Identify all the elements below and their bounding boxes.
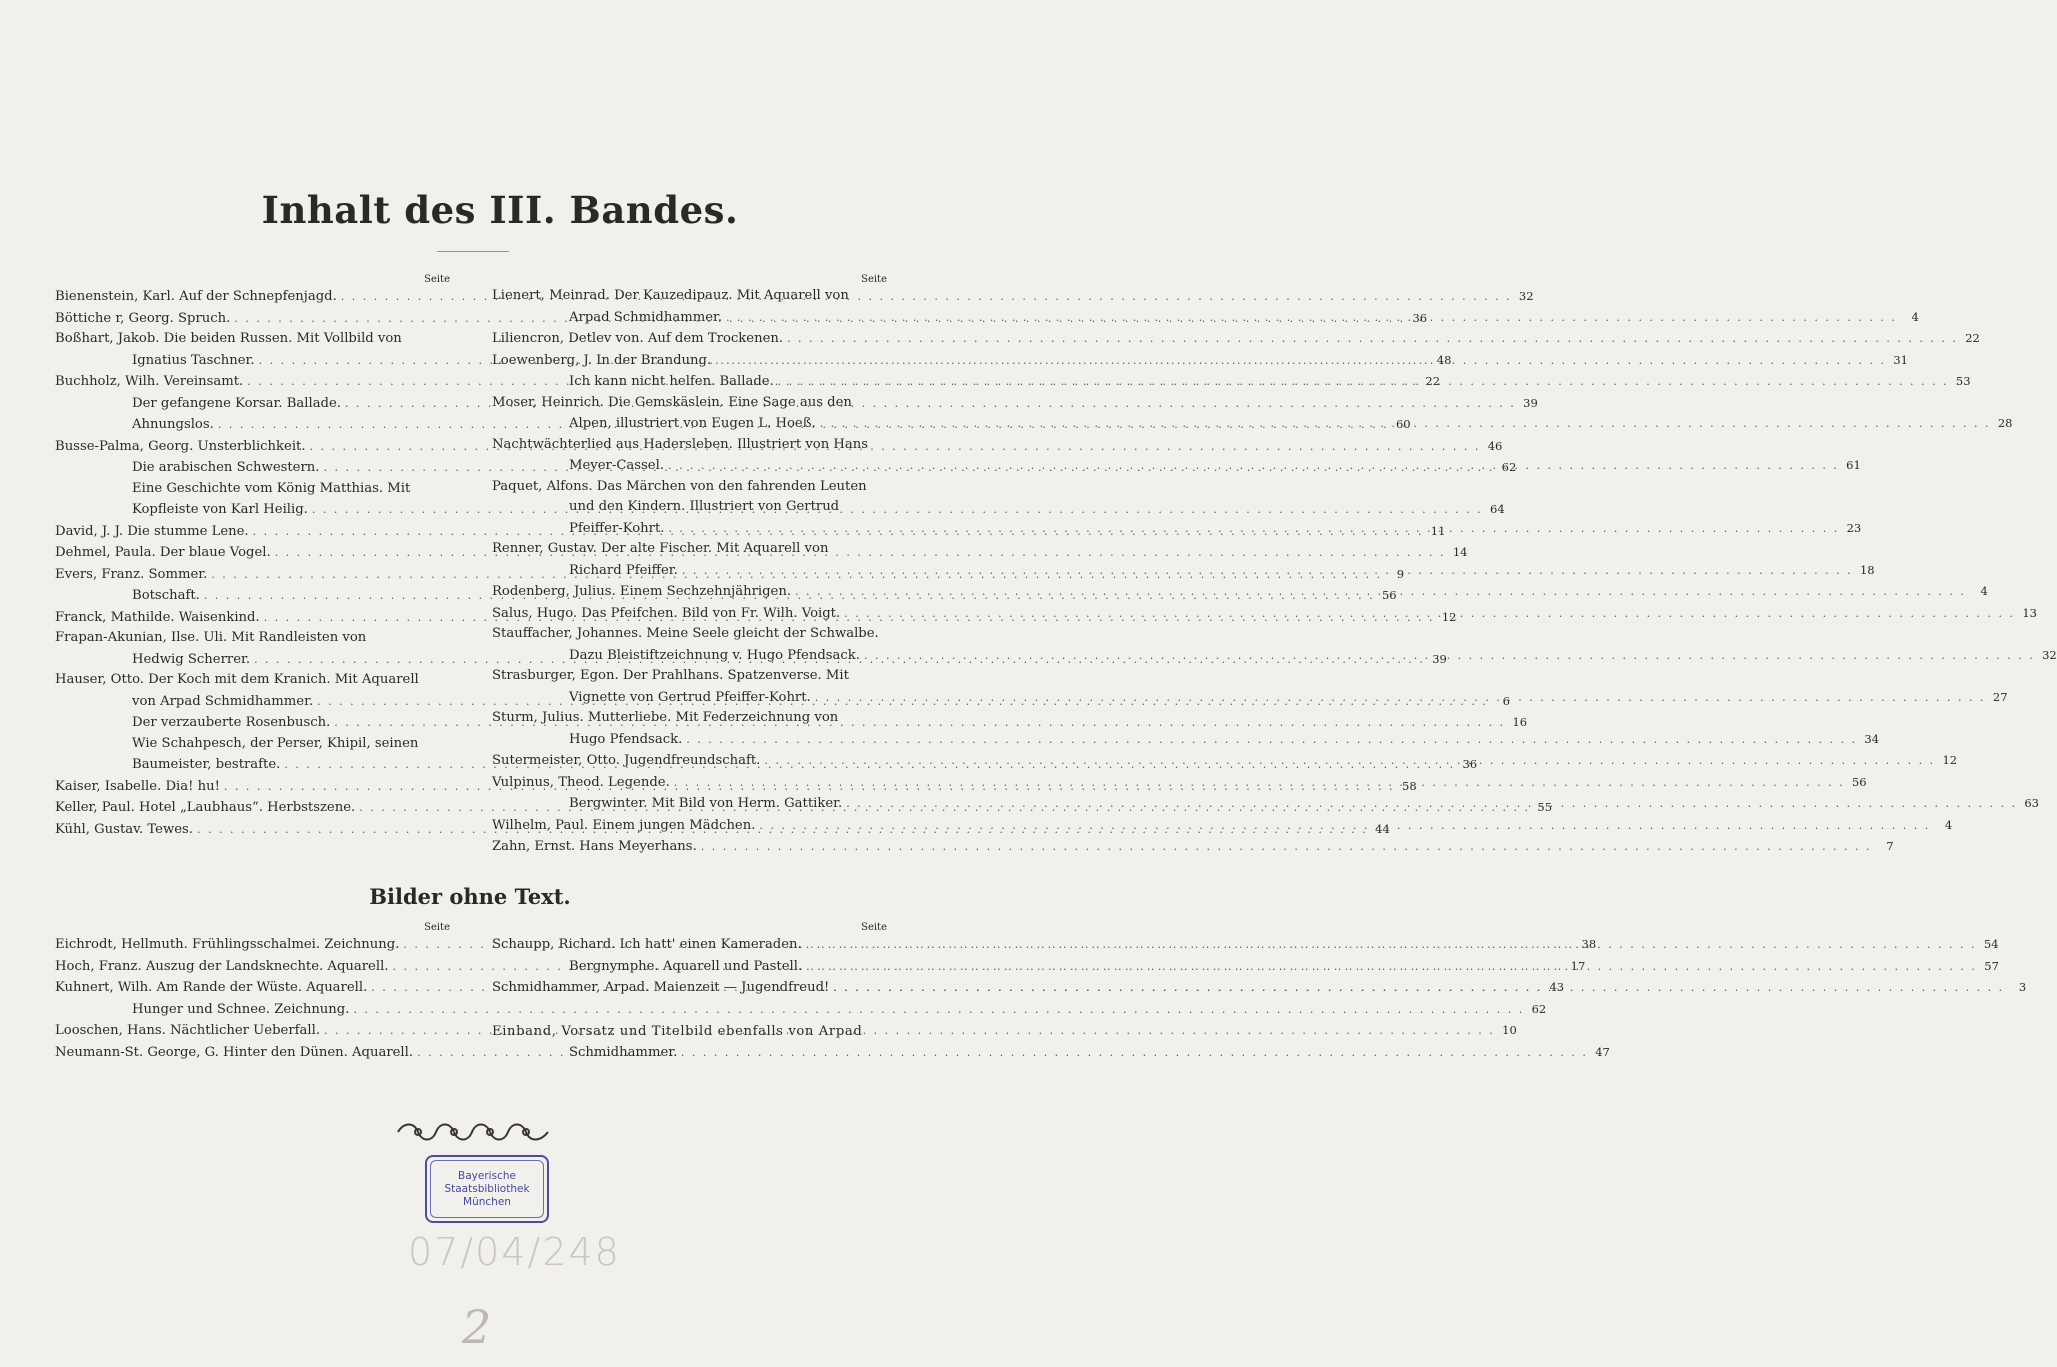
page-number: 44 — [1375, 821, 1390, 836]
page-number: 22 — [1965, 331, 1980, 345]
page-number: 38 — [1581, 937, 1597, 951]
toc-entry — [55, 479, 450, 500]
section-heading-bilder: Bilder ohne Text. — [369, 884, 571, 909]
entry-text: Meyer-Cassel. — [569, 458, 665, 473]
entry-text: Looschen, Hans. Nächtlicher Ueberfall. — [55, 1023, 321, 1038]
entry-text: Ahnungslos. — [132, 417, 214, 432]
entry-text: Sutermeister, Otto. Jugendfreundschaft. — [492, 753, 761, 768]
stamp-line: München — [463, 1195, 511, 1208]
leader-dots — [844, 604, 2015, 625]
title-divider — [437, 251, 509, 252]
leader-dots — [726, 308, 1897, 329]
page-number: 39 — [1432, 651, 1447, 666]
entry-text: Bergnymphe. Aquarell und Pastell. — [569, 958, 803, 974]
page-number: 14 — [1452, 545, 1468, 559]
library-stamp — [425, 1155, 549, 1223]
page-number: 55 — [1537, 800, 1553, 814]
leader-dots — [353, 1000, 1524, 1021]
entry-text: von Arpad Schmidhammer. — [132, 693, 314, 709]
entry-text: Busse-Palma, Georg. Unsterblichkeit. — [55, 438, 306, 454]
seite-label: Seite — [424, 274, 450, 285]
toc-entry — [492, 435, 887, 456]
toc-entry — [492, 477, 887, 498]
entry-text: Baumeister, bestrafte. — [132, 757, 281, 772]
page-number: 32 — [2042, 647, 2057, 662]
page-number: 27 — [1992, 689, 2008, 704]
page-number: 32 — [1518, 289, 1534, 303]
toc-entry — [55, 734, 450, 755]
seite-label: Seite — [861, 274, 887, 285]
entry-text: Hoch, Franz. Auszug der Landsknechte. Aquarell. — [55, 958, 389, 974]
entry-text: Wie Schahpesch, der Perser, Khipil, seinen — [132, 735, 419, 751]
toc-entry — [492, 729, 1880, 751]
page-number: 58 — [1402, 778, 1417, 793]
leader-dots — [787, 329, 1958, 350]
page-number: 22 — [1425, 374, 1441, 388]
entry-text: Buchholz, Wilh. Vereinsamt. — [55, 374, 244, 389]
leader-dots — [820, 414, 1991, 435]
ornament-icon — [394, 1120, 554, 1144]
entry-text: Eichrodt, Hellmuth. Frühlingsschalmei. Zeichnung. — [55, 937, 400, 952]
toc-entry — [492, 539, 887, 560]
entry-text: Hunger und Schnee. Zeichnung. — [132, 1001, 350, 1017]
entry-text: Hauser, Otto. Der Koch mit dem Kranich. Mit Aquarell — [55, 672, 419, 687]
entry-text: Dazu Bleistiftzeichnung v. Hugo Pfendsack. — [569, 647, 860, 663]
page-number: 13 — [2022, 605, 2037, 620]
page-number: 56 — [1851, 774, 1867, 789]
leader-dots — [759, 816, 1930, 837]
page-number: 10 — [1502, 1023, 1517, 1037]
toc-entry — [55, 628, 450, 649]
leader-dots — [864, 646, 2035, 667]
page-number: 43 — [1549, 980, 1565, 994]
toc-entry — [492, 560, 1875, 582]
leader-dots — [806, 935, 1977, 956]
toc-entry — [492, 687, 2008, 709]
page-number: 23 — [1846, 520, 1862, 535]
toc-entry — [55, 999, 1547, 1021]
leader-dots — [686, 730, 1857, 751]
entry-text: Eine Geschichte vom König Matthias. Mit — [132, 480, 411, 496]
leader-dots — [806, 957, 1977, 978]
leader-dots — [674, 773, 1845, 794]
entry-text: Schaupp, Richard. Ich hatt' einen Kameraden. — [492, 937, 802, 952]
entry-text: Der verzauberte Rosenbusch. — [132, 715, 331, 730]
toc-entry — [492, 497, 887, 518]
page-number: 7 — [1886, 839, 1894, 853]
page-number: 60 — [1395, 417, 1411, 431]
entry-text: Loewenberg, J. In der Brandung. — [492, 352, 712, 368]
entry-text: Ich kann nicht helfen. Ballade. — [569, 374, 774, 389]
toc-entry — [55, 329, 450, 350]
entry-text: Richard Pfeiffer. — [569, 562, 678, 578]
page-title: Inhalt des III. Bandes. — [261, 188, 739, 232]
entry-text: Strasburger, Egon. Der Prahlhans. Spatzenverse. Mit — [492, 668, 849, 683]
entry-text: Zahn, Ernst. Hans Meyerhans. — [492, 839, 697, 854]
leader-dots — [846, 794, 2017, 815]
page-number: 62 — [1531, 1001, 1547, 1016]
page-number: 31 — [1893, 352, 1908, 367]
leader-dots — [701, 837, 1872, 858]
toc-entry — [492, 666, 887, 687]
page-number: 47 — [1595, 1044, 1610, 1059]
page-number: 4 — [1980, 584, 1988, 598]
entry-text: Keller, Paul. Hotel „Laubhaus“. Herbstszene. — [55, 800, 356, 815]
page-number: 17 — [1570, 958, 1586, 973]
toc-entry — [492, 393, 887, 414]
page-number: 16 — [1512, 715, 1528, 729]
page-number: 4 — [1944, 817, 1953, 832]
entry-text: David, J. J. Die stumme Lene. — [55, 523, 249, 539]
entry-text: Vignette von Gertrud Pfeiffer-Kohrt. — [569, 689, 811, 705]
leader-dots — [668, 456, 1839, 477]
entry-text: Bienenstein, Karl. Auf der Schnepfenjagd. — [55, 289, 337, 304]
entry-text: Franck, Mathilde. Waisenkind. — [55, 609, 260, 625]
leader-dots — [310, 437, 1481, 458]
toc-entry — [55, 670, 450, 691]
entry-text: Sturm, Julius. Mutterliebe. Mit Federzeichnung von — [492, 710, 839, 725]
entry-text: Kuhnert, Wilh. Am Rande der Wüste. Aquarell. — [55, 980, 368, 995]
page-number: 39 — [1523, 395, 1538, 410]
page-number: 46 — [1487, 438, 1503, 453]
page-number: 28 — [1997, 416, 2013, 430]
leader-dots — [778, 372, 1949, 393]
entry-text: Pfeiffer-Kohrt. — [569, 520, 665, 536]
entry-text: Renner, Gustav. Der alte Fischer. Mit Aquarell von — [492, 541, 829, 556]
stamp-line: Staatsbibliothek — [444, 1182, 530, 1195]
page-number: 9 — [1396, 566, 1405, 581]
leader-dots — [668, 519, 1839, 540]
leader-dots — [833, 978, 2004, 999]
entry-text: Boßhart, Jakob. Die beiden Russen. Mit Vollbild von — [55, 331, 402, 346]
entry-text: Paquet, Alfons. Das Märchen von den fahrenden Leuten — [492, 478, 867, 494]
entry-text: Ignatius Taschner. — [132, 352, 255, 368]
page-number: 54 — [1983, 937, 1999, 951]
entry-text: Liliencron, Detlev von. Auf dem Trockenen. — [492, 331, 784, 346]
entry-text: Frapan-Akunian, Ilse. Uli. Mit Randleisten von — [55, 630, 367, 645]
entry-text: Schmidhammer, Arpad. Maienzeit — Jugendfreud! — [492, 980, 830, 995]
entry-text: Kopfleiste von Karl Heilig. — [132, 502, 308, 517]
entry-text: Rodenberg, Julius. Einem Sechzehnjährigen. — [492, 584, 792, 599]
page-number: 63 — [2024, 796, 2039, 810]
page-number: 62 — [1501, 460, 1517, 474]
handwritten-shelfmark: 07/04/248 — [408, 1230, 621, 1274]
entry-text: Der gefangene Korsar. Ballade. — [132, 395, 341, 411]
entry-text: Neumann-St. George, G. Hinter den Dünen. Aquarell. — [55, 1044, 414, 1060]
page-number: 3 — [2018, 980, 2027, 994]
toc-entry — [492, 328, 1980, 350]
entry-text: Botschaft. — [132, 588, 200, 603]
page-number: 57 — [1984, 958, 1999, 973]
leader-dots — [815, 688, 1986, 709]
leader-dots — [312, 500, 1483, 521]
toc-entry — [492, 286, 887, 307]
stamp-line: Bayerische — [458, 1169, 516, 1182]
entry-text: Salus, Hugo. Das Pfeifchen. Bild von Fr. Wilh. Voigt. — [492, 605, 841, 621]
seite-label: Seite — [424, 922, 450, 933]
entry-text: Arpad Schmidhammer. — [569, 309, 723, 325]
page-number: 64 — [1490, 502, 1505, 516]
leader-dots — [795, 582, 1966, 603]
entry-text: Alpen, illustriert von Eugen L. Hoeß. — [569, 416, 816, 431]
toc-entry — [492, 836, 1894, 858]
page-number: 34 — [1864, 731, 1880, 746]
entry-text: Wilhelm, Paul. Einem jungen Mädchen. — [492, 817, 756, 833]
entry-text: Die arabischen Schwestern. — [132, 460, 320, 475]
entry-text: Kühl, Gustav. Tewes. — [55, 821, 194, 837]
toc-entry — [492, 624, 887, 645]
page-number: 36 — [1412, 310, 1428, 325]
seite-label: Seite — [861, 922, 887, 933]
einband-line: Schmidhammer. — [569, 1044, 678, 1060]
entry-text: Hedwig Scherrer. — [132, 651, 251, 667]
entry-text: Vulpinus, Theod. Legende. — [492, 774, 670, 790]
entry-text: Lienert, Meinrad. Der Kauzedipauz. Mit Aquarell von — [492, 288, 849, 303]
entry-text: Evers, Franz. Sommer. — [55, 566, 208, 582]
page-number: 6 — [1502, 693, 1510, 708]
entry-text: Nachtwächterlied aus Hadersleben. Illustriert von Hans — [492, 436, 869, 452]
handwritten-number: 2 — [462, 1300, 492, 1354]
einband-note — [492, 1022, 887, 1063]
entry-text: Hugo Pfendsack. — [569, 731, 683, 747]
page-number: 56 — [1381, 588, 1397, 602]
page-number: 53 — [1955, 374, 1971, 388]
entry-text: Bergwinter. Mit Bild von Herm. Gattiker. — [569, 796, 843, 811]
leader-dots — [715, 351, 1886, 372]
entry-text: Moser, Heinrich. Die Gemskäslein. Eine Sage aus den — [492, 394, 852, 410]
toc-entry — [492, 708, 887, 729]
page-number: 12 — [1441, 609, 1457, 624]
page-number: 61 — [1846, 458, 1861, 472]
entry-text: Stauffacher, Johannes. Meine Seele gleicht der Schwalbe. — [492, 626, 879, 641]
entry-text: Kaiser, Isabelle. Dia! hu! — [55, 778, 220, 794]
leader-dots — [682, 561, 1853, 582]
page-number: 48 — [1436, 352, 1452, 367]
leader-dots — [764, 751, 1935, 772]
entry-text: Böttiche r, Georg. Spruch. — [55, 310, 231, 326]
page-number: 36 — [1462, 757, 1478, 771]
entry-text: und den Kindern. Illustriert von Gertrud — [569, 499, 840, 514]
einband-line: Einband, Vorsatz und Titelbild ebenfalls von Arpad — [492, 1024, 863, 1039]
page-number: 4 — [1911, 309, 1919, 324]
page-number: 11 — [1430, 523, 1446, 538]
page-number: 18 — [1859, 562, 1875, 577]
entry-text: Dehmel, Paula. Der blaue Vogel. — [55, 545, 271, 560]
page-number: 12 — [1942, 753, 1958, 767]
